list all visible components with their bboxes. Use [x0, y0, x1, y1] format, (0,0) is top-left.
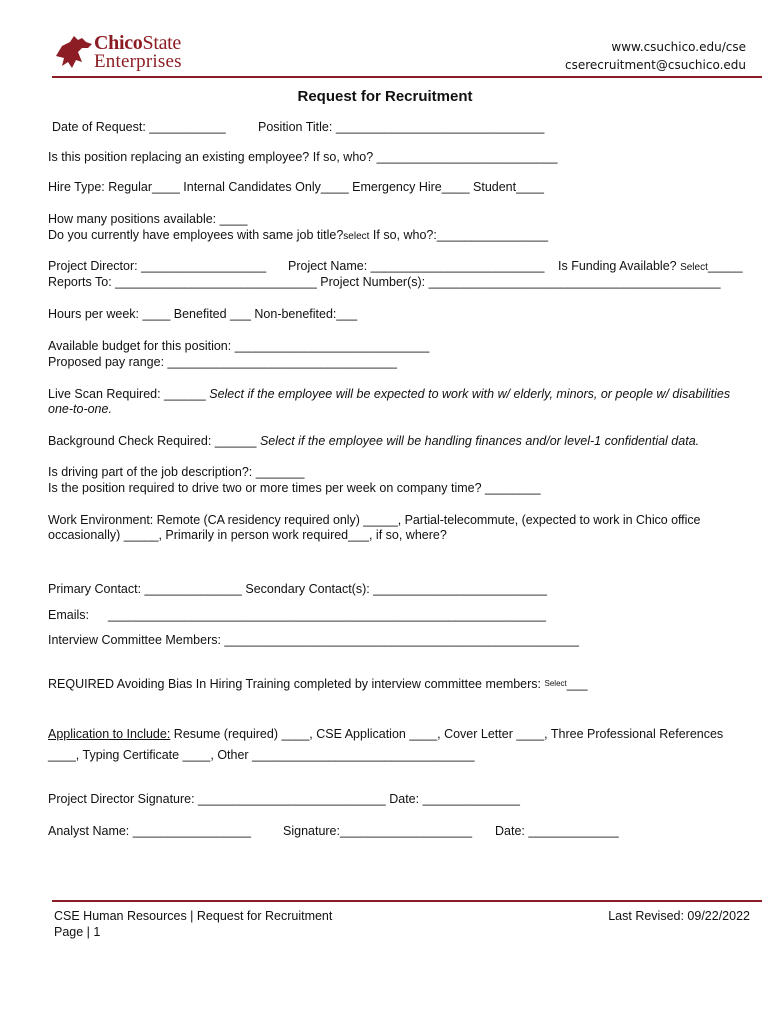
emails-label: Emails: [48, 608, 89, 622]
analyst-date-field[interactable]: Date: _____________ [495, 824, 619, 838]
position-title-field[interactable]: Position Title: ______________________________ [258, 120, 545, 134]
analyst-name-field[interactable]: Analyst Name: _________________ [48, 824, 251, 838]
work-environment-field[interactable]: Work Environment: Remote (CA residency required only) _____, Partial-telecommute, (expected to work in Chico office [48, 513, 701, 527]
budget-field[interactable]: Available budget for this position: ____________________________ [48, 339, 430, 353]
footer-doc-name: CSE Human Resources | Request for Recruitment [54, 909, 333, 923]
project-name-field[interactable]: Project Name: _________________________ [288, 259, 545, 273]
wildcat-icon [52, 32, 96, 72]
logo-wordmark-line1: ChicoState [94, 32, 182, 54]
page-title: Request for Recruitment [297, 88, 473, 105]
work-environment-cont[interactable]: occasionally) _____, Primarily in person work required___, if so, where? [48, 528, 447, 542]
project-director-field[interactable]: Project Director: __________________ [48, 259, 267, 273]
application-include-cont[interactable]: ____, Typing Certificate ____, Other ________________________________ [48, 748, 475, 762]
date-of-request-field[interactable]: Date of Request: ___________ [52, 120, 226, 134]
background-check-note: Select if the employee will be handling finances and/or level-1 confidential data. [259, 434, 700, 448]
footer-page-number: Page | 1 [54, 925, 101, 939]
bias-training-field[interactable]: REQUIRED Avoiding Bias In Hiring Training completed by interview committee members: Select___ [48, 677, 588, 691]
hire-type-field[interactable]: Hire Type: Regular____ Internal Candidates Only____ Emergency Hire____ Student____ [48, 180, 544, 194]
application-include-label: Application to Include: [48, 727, 171, 741]
header-rule [52, 76, 762, 78]
live-scan-note-cont: one-to-one. [48, 402, 112, 416]
live-scan-field[interactable]: Live Scan Required: ______ Select if the employee will be expected to work with w/ elderly, minors, or people w/ disabilities [48, 387, 731, 401]
logo-wordmark-line2: Enterprises [94, 51, 182, 72]
driving-field[interactable]: Is driving part of the job description?: _______ [48, 465, 305, 479]
replacing-employee-field[interactable]: Is this position replacing an existing employee? If so, who? __________________________ [48, 150, 558, 164]
same-title-select[interactable]: select [343, 231, 370, 242]
committee-field[interactable]: Interview Committee Members: ___________________________________________________ [48, 633, 579, 647]
reports-to-field[interactable]: Reports To: _____________________________ Project Number(s): __________________________________________ [48, 275, 721, 289]
application-include-field[interactable]: Application to Include: Resume (required) ____, CSE Application ____, Cover Letter ____, Three Professional References [48, 727, 724, 741]
funding-available-field[interactable]: Is Funding Available? Select_____ [558, 259, 743, 273]
analyst-signature-field[interactable]: Signature:___________________ [283, 824, 473, 838]
driving-frequency-field[interactable]: Is the position required to drive two or more times per week on company time? ________ [48, 481, 541, 495]
live-scan-note: Select if the employee will be expected to work with w/ elderly, minors, or people w/ disabilities [209, 387, 731, 401]
header-contact [565, 38, 746, 74]
header-website[interactable]: www.csuchico.edu/cse [611, 40, 746, 54]
background-check-field[interactable]: Background Check Required: ______ Select if the employee will be handling finances and/or level-1 confidential data. [48, 434, 700, 448]
funding-select[interactable]: Select [680, 262, 708, 273]
pay-range-field[interactable]: Proposed pay range: _________________________________ [48, 355, 397, 369]
positions-available-field[interactable]: How many positions available: ____ [48, 212, 248, 226]
logo [52, 30, 202, 72]
footer-rule [52, 900, 762, 902]
emails-field[interactable]: _______________________________________________________________ [108, 608, 546, 622]
header-email[interactable]: cserecruitment@csuchico.edu [565, 58, 746, 72]
bias-training-select[interactable]: Select [544, 679, 567, 688]
contacts-field[interactable]: Primary Contact: ______________ Secondary Contact(s): _________________________ [48, 582, 547, 596]
same-title-field[interactable]: Do you currently have employees with same job title?select If so, who?:________________ [48, 228, 549, 242]
hours-field[interactable]: Hours per week: ____ Benefited ___ Non-benefited:___ [48, 307, 358, 321]
project-director-signature-field[interactable]: Project Director Signature: ___________________________ Date: ______________ [48, 792, 520, 806]
footer-last-revised: Last Revised: 09/22/2022 [608, 909, 750, 923]
